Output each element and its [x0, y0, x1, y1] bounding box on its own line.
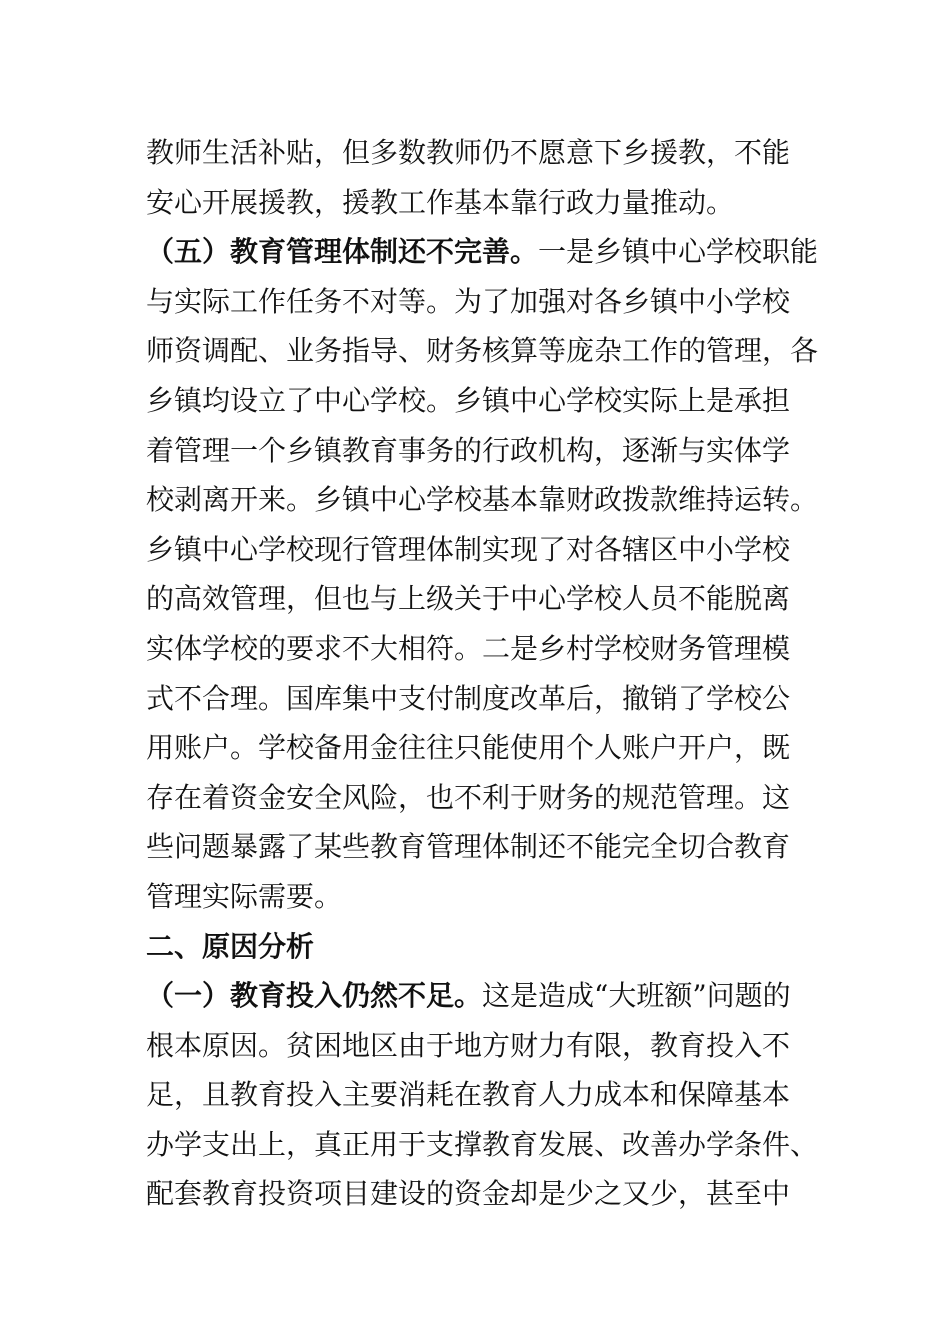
subheading-5: （五）教育管理体制还不完善。: [146, 235, 539, 269]
text-line: 与实际工作任务不对等。为了加强对各乡镇中小学校: [146, 284, 791, 318]
text-line: 存在着资金安全风险，也不利于财务的规范管理。这: [146, 780, 791, 814]
text-line: 管理实际需要。: [146, 879, 343, 913]
text-line: 乡镇均设立了中心学校。乡镇中心学校实际上是承担: [146, 383, 791, 417]
text-line: 乡镇中心学校现行管理体制实现了对各辖区中小学校: [146, 532, 791, 566]
text-line: 足，且教育投入主要消耗在教育人力成本和保障基本: [146, 1078, 791, 1112]
text-line: 些问题暴露了某些教育管理体制还不能完全切合教育: [146, 830, 791, 864]
paragraph-5-first-line: [146, 227, 818, 277]
text-line: 用账户。学校备用金往往只能使用个人账户开户，既: [146, 731, 791, 765]
section-heading: 二、原因分析: [146, 929, 315, 963]
text-run: 一是乡镇中心学校职能: [538, 235, 819, 269]
text-line: 师资调配、业务指导、财务核算等庞杂工作的管理，各: [146, 334, 819, 368]
text-line: 式不合理。国库集中支付制度改革后，撤销了学校公: [146, 681, 791, 715]
text-line: 实体学校的要求不大相符。二是乡村学校财务管理模: [146, 631, 791, 665]
text-line: 安心开展援教，援教工作基本靠行政力量推动。: [146, 185, 735, 219]
text-line: 着管理一个乡镇教育事务的行政机构，逐渐与实体学: [146, 433, 791, 467]
document-body: [146, 128, 818, 1219]
text-line: 根本原因。贫困地区由于地方财力有限，教育投入不: [146, 1028, 791, 1062]
text-run: 这是造成“大班额”问题的: [482, 979, 791, 1013]
text-line: 办学支出上，真正用于支撑教育发展、改善办学条件、: [146, 1127, 819, 1161]
subheading-1: （一）教育投入仍然不足。: [146, 979, 483, 1013]
text-line: 教师生活补贴，但多数教师仍不愿意下乡援教，不能: [146, 136, 791, 169]
paragraph-1-first-line: [146, 971, 818, 1021]
text-line: 的高效管理，但也与上级关于中心学校人员不能脱离: [146, 582, 791, 616]
text-line: 校剥离开来。乡镇中心学校基本靠财政拨款维持运转。: [146, 483, 819, 517]
text-line: 配套教育投资项目建设的资金却是少之又少，甚至中: [146, 1177, 791, 1211]
